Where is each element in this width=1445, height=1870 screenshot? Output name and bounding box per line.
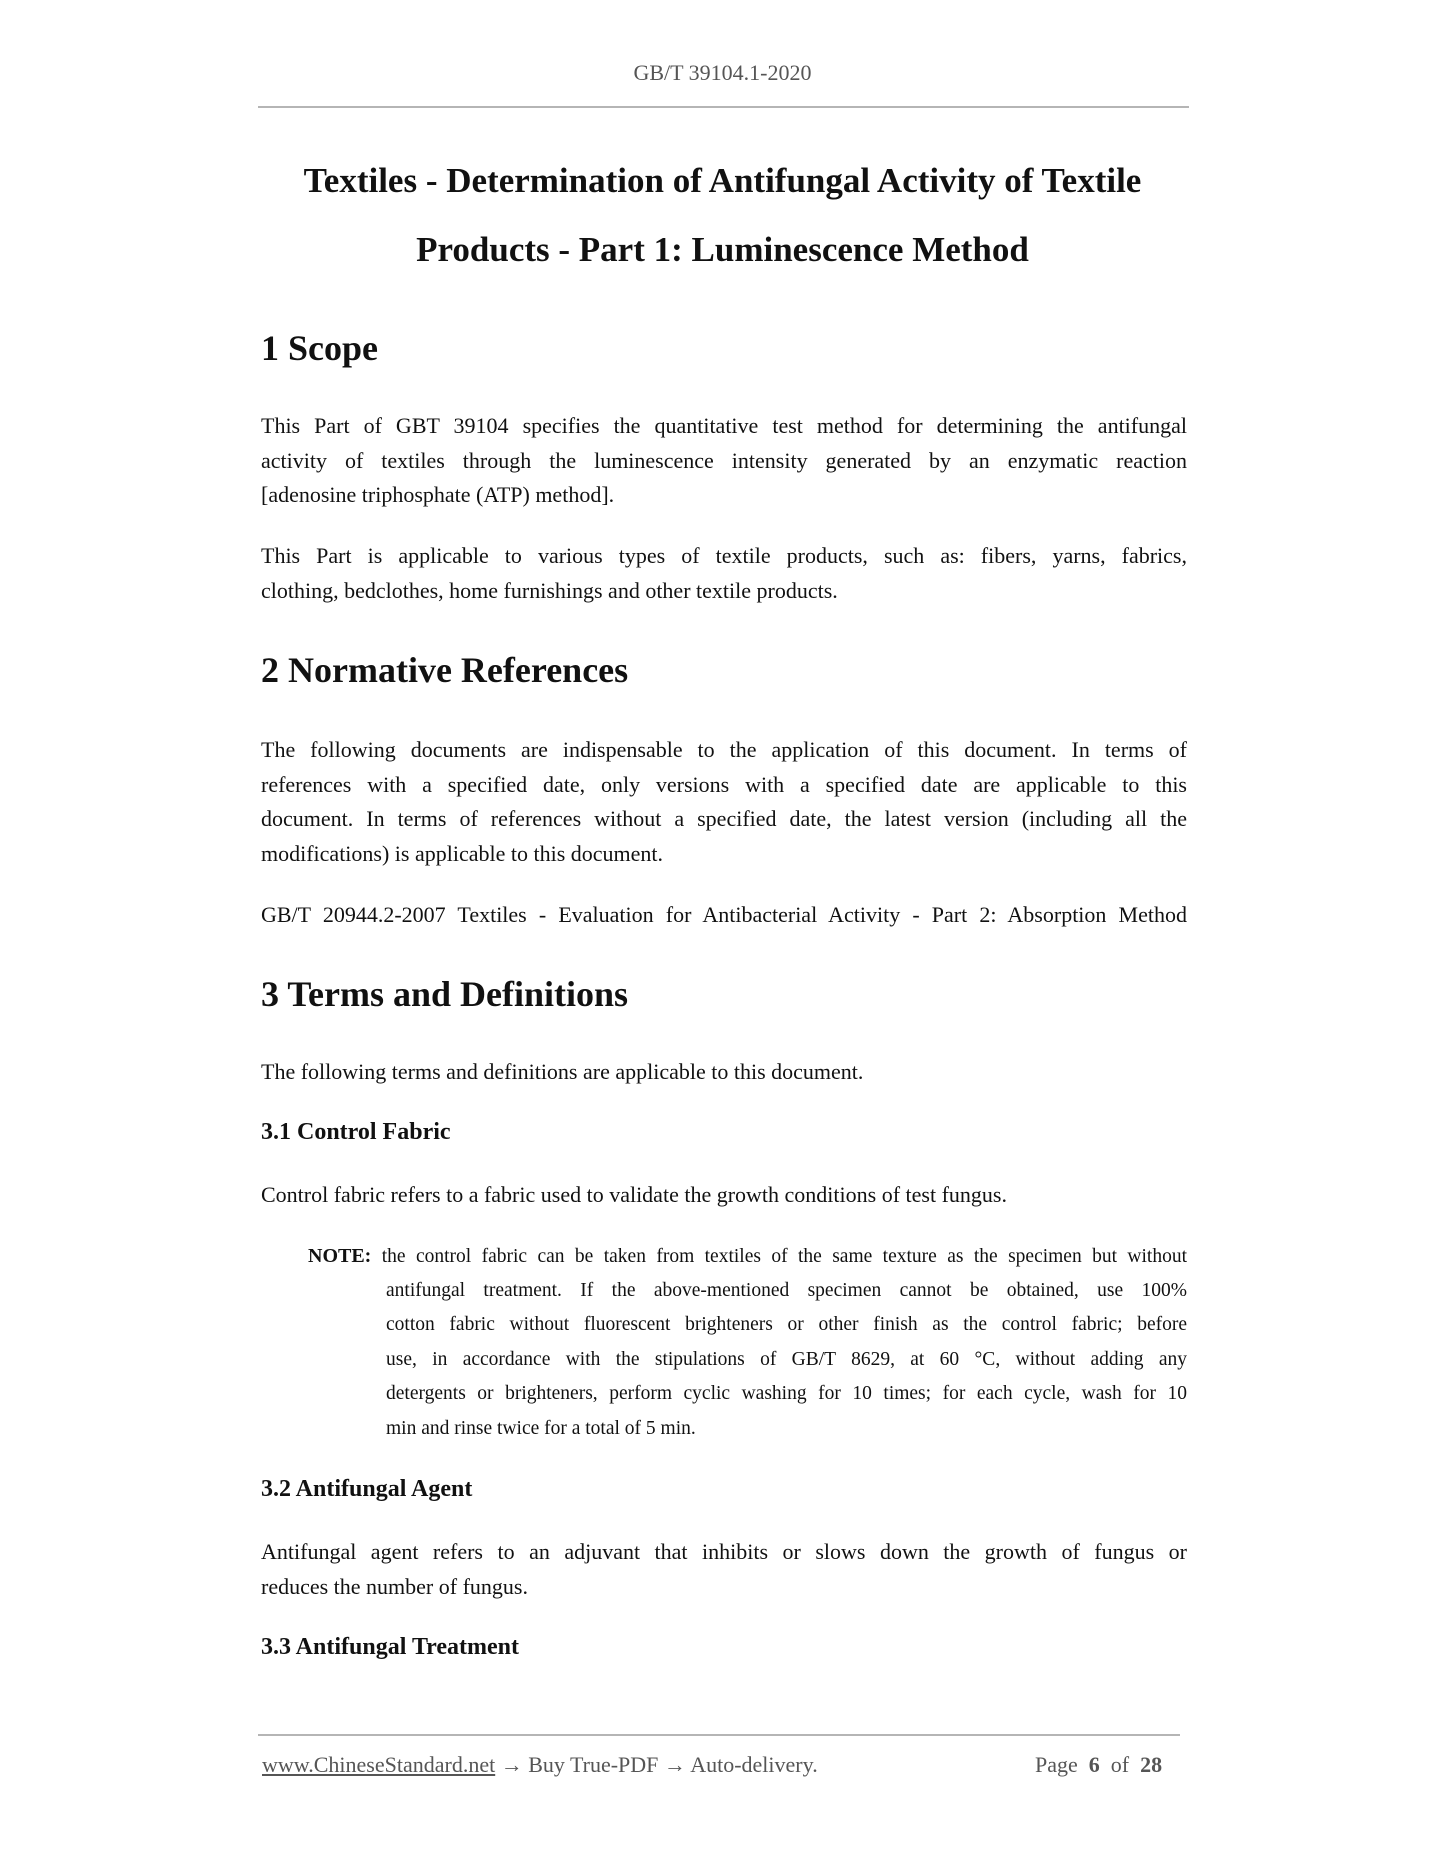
text-line: activity of textiles through the luminescence intensity generated by an enzymatic reaction: [261, 447, 1187, 473]
arrow-right-icon: →: [663, 1752, 686, 1777]
text-line: [adenosine triphosphate (ATP) method].: [261, 482, 615, 508]
text-line: modifications) is applicable to this document.: [261, 840, 664, 866]
text-line: detergents or brighteners, perform cyclic washing for 10 times; for each cycle, wash for 10: [386, 1383, 1187, 1405]
note-control-fabric: [308, 1239, 1187, 1447]
normative-reference-item: [261, 898, 1187, 933]
buy-text: Buy True-PDF: [528, 1752, 659, 1777]
section-heading-terms: 3 Terms and Definitions: [261, 974, 629, 1014]
text-line: GB/T 20944.2-2007 Textiles - Evaluation for Antibacterial Activity - Part 2: Absorption Method: [261, 902, 1187, 927]
term-heading-antifungal-agent: 3.2 Antifungal Agent: [261, 1476, 473, 1502]
term-definition-antifungal-agent: [261, 1535, 1187, 1604]
text-line: The following terms and definitions are applicable to this document.: [261, 1059, 864, 1084]
section-heading-scope: 1 Scope: [261, 328, 378, 368]
text-line: min and rinse twice for a total of 5 min.: [386, 1417, 696, 1439]
text-line: Antifungal agent refers to an adjuvant that inhibits or slows down the growth of fungus or: [261, 1539, 1187, 1564]
website-link[interactable]: www.ChineseStandard.net: [262, 1752, 496, 1777]
text-line: Control fabric refers to a fabric used to validate the growth conditions of test fungus.: [261, 1182, 1007, 1207]
header-divider: [258, 106, 1189, 108]
running-header: GB/T 39104.1-2020: [633, 60, 812, 85]
text-line: cotton fabric without fluorescent brighteners or other finish as the control fabric; before: [386, 1314, 1187, 1336]
note-label: NOTE:: [308, 1245, 372, 1267]
text-line: reduces the number of fungus.: [261, 1573, 528, 1599]
document-title-line-2: Products - Part 1: Luminescence Method: [416, 230, 1029, 269]
normative-paragraph: [261, 733, 1187, 871]
total-pages: 28: [1140, 1752, 1163, 1777]
text-line: the control fabric can be taken from textiles of the same texture as the specimen but without: [381, 1246, 1188, 1267]
text-line: antifungal treatment. If the above-mentioned specimen cannot be obtained, use 100%: [386, 1279, 1187, 1301]
footer-promo: [262, 1752, 818, 1778]
term-heading-antifungal-treatment: 3.3 Antifungal Treatment: [261, 1634, 520, 1660]
text-line: clothing, bedclothes, home furnishings and other textile products.: [261, 577, 838, 603]
scope-paragraph-2: [261, 539, 1187, 608]
of-label: of: [1110, 1752, 1130, 1777]
text-line: The following documents are indispensable to the application of this document. In terms of: [261, 737, 1187, 762]
text-line: document. In terms of references without a specified date, the latest version (including all the: [261, 806, 1187, 832]
term-definition-control-fabric: [261, 1178, 1187, 1213]
footer-divider: [258, 1734, 1180, 1736]
term-heading-control-fabric: 3.1 Control Fabric: [261, 1119, 451, 1145]
section-heading-normative-references: 2 Normative References: [261, 650, 629, 690]
page-number: [1035, 1752, 1162, 1778]
delivery-text: Auto-delivery.: [690, 1752, 818, 1777]
document-title-line-1: Textiles - Determination of Antifungal Activity of Textile: [303, 161, 1142, 200]
terms-intro: [261, 1055, 1187, 1090]
text-line: This Part of GBT 39104 specifies the quantitative test method for determining the antifungal: [261, 413, 1187, 438]
current-page: 6: [1088, 1752, 1100, 1777]
text-line: use, in accordance with the stipulations of GB/T 8629, at 60 °C, without adding any: [386, 1348, 1187, 1370]
text-line: This Part is applicable to various types of textile products, such as: fibers, yarns, fabrics,: [261, 543, 1187, 568]
text-line: references with a specified date, only versions with a specified date are applicable to this: [261, 771, 1187, 797]
arrow-right-icon: →: [500, 1752, 523, 1777]
scope-paragraph-1: [261, 409, 1187, 513]
page-label: Page: [1035, 1752, 1078, 1777]
